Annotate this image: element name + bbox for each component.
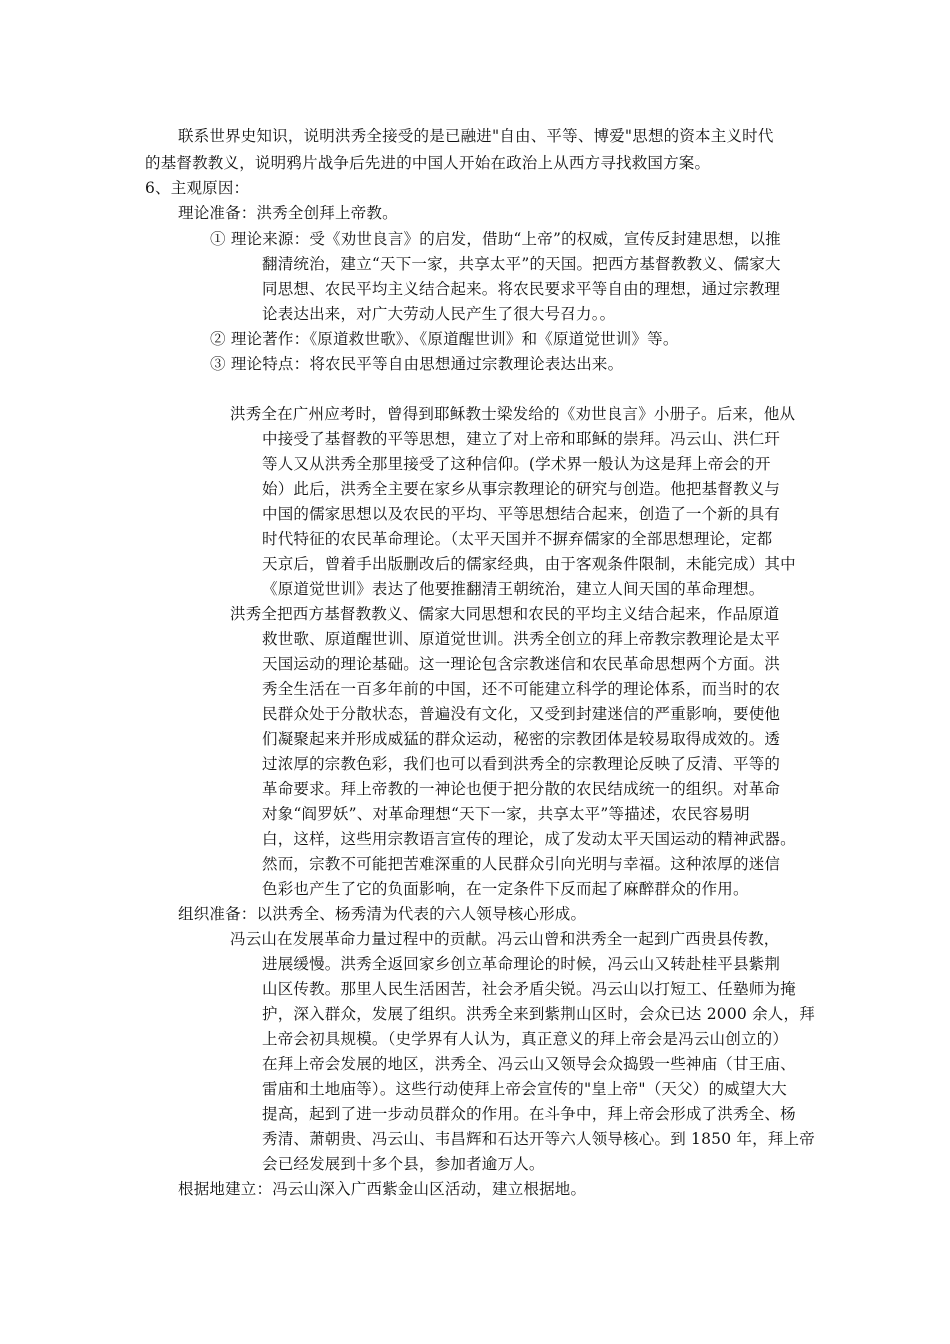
- para-line: 提高，起到了进一步动员群众的作用。在斗争中，拜上帝会形成了洪秀全、杨: [262, 1105, 796, 1123]
- intro-line: 联系世界史知识，说明洪秀全接受的是已融进"自由、平等、博爱"思想的资本主义时代: [178, 127, 774, 145]
- para-line: 始）此后，洪秀全主要在家乡从事宗教理论的研究与创造。他把基督教义与: [262, 480, 781, 498]
- para-line: 天国运动的理论基础。这一理论包含宗教迷信和农民革命思想两个方面。洪: [262, 655, 781, 673]
- para-line: 秀全生活在一百多年前的中国，还不可能建立科学的理论体系，而当时的农: [262, 680, 781, 698]
- para-line: 们凝聚起来并形成威猛的群众运动，秘密的宗教团体是较易取得成效的。透: [262, 730, 781, 748]
- theory-item-line: 同思想、农民平均主义结合起来。将农民要求平等自由的理想，通过宗教理: [262, 280, 781, 298]
- para-line: 洪秀全把西方基督教教义、儒家大同思想和农民的平均主义结合起来，作品原道: [230, 605, 780, 623]
- theory-item-features: ③ 理论特点：将农民平等自由思想通过宗教理论表达出来。: [210, 355, 624, 373]
- org-prep-heading: 组织准备：以洪秀全、杨秀清为代表的六人领导核心形成。: [178, 905, 587, 923]
- theory-item-source: ① 理论来源：受《劝世良言》的启发，借助“上帝”的权威，宣传反封建思想，以推: [210, 230, 781, 248]
- para-line: 然而，宗教不可能把苦难深重的人民群众引向光明与幸福。这种浓厚的迷信: [262, 855, 781, 873]
- para-line: 在拜上帝会发展的地区，洪秀全、冯云山又领导会众捣毁一些神庙（甘王庙、: [262, 1055, 796, 1073]
- base-area-heading: 根据地建立：冯云山深入广西紫金山区活动，建立根据地。: [178, 1180, 587, 1198]
- para-line: 革命要求。拜上帝教的一神论也便于把分散的农民结成统一的组织。对革命: [262, 780, 781, 798]
- theory-prep-heading: 理论准备：洪秀全创拜上帝教。: [178, 204, 398, 222]
- para-line: 白，这样，这些用宗教语言宣传的理论，成了发动太平天国运动的精神武器。: [262, 830, 796, 848]
- para-line: 上帝会初具规模。（史学界有人认为，真正意义的拜上帝会是冯云山创立的）: [262, 1030, 789, 1048]
- para-line: 对象“阎罗妖”、对革命理想“天下一家，共享太平”等描述，农民容易明: [262, 805, 750, 823]
- para-line: 山区传教。那里人民生活困苦，社会矛盾尖锐。冯云山以打短工、任塾师为掩: [262, 980, 796, 998]
- para-line: 色彩也产生了它的负面影响，在一定条件下反而起了麻醉群众的作用。: [262, 880, 749, 898]
- para-line: 洪秀全在广州应考时，曾得到耶稣教士梁发给的《劝世良言》小册子。后来，他从: [230, 405, 796, 423]
- para-line: 护，深入群众，发展了组织。洪秀全来到紫荆山区时，会众已达 2000 余人，拜: [262, 1005, 815, 1023]
- para-line: 时代特征的农民革命理论。（太平天国并不摒弃儒家的全部思想理论，定都: [262, 530, 773, 548]
- theory-item-works: ② 理论著作：《原道救世歌》、《原道醒世训》和《原道觉世训》等。: [210, 330, 679, 348]
- theory-item-line: 论表达出来，对广大劳动人民产生了很大号召力。。: [262, 305, 616, 323]
- para-line: 冯云山在发展革命力量过程中的贡献。冯云山曾和洪秀全一起到广西贵县传教，: [230, 930, 780, 948]
- section-heading: 6、主观原因：: [145, 179, 250, 197]
- para-line: 过浓厚的宗教色彩，我们也可以看到洪秀全的宗教理论反映了反清、平等的: [262, 755, 781, 773]
- para-line: 救世歌、原道醒世训、原道觉世训。洪秀全创立的拜上帝教宗教理论是太平: [262, 630, 781, 648]
- para-line: 等人又从洪秀全那里接受了这种信仰。(学术界一般认为这是拜上帝会的开: [262, 455, 771, 473]
- intro-line: 的基督教教义，说明鸦片战争后先进的中国人开始在政治上从西方寻找救国方案。: [145, 154, 711, 172]
- para-line: 进展缓慢。洪秀全返回家乡创立革命理论的时候，冯云山又转赴桂平县紫荆: [262, 955, 781, 973]
- para-line: 民群众处于分散状态，普遍没有文化，又受到封建迷信的严重影响，要使他: [262, 705, 781, 723]
- para-line: 中接受了基督教的平等思想，建立了对上帝和耶稣的崇拜。冯云山、洪仁玕: [262, 430, 781, 448]
- para-line: 中国的儒家思想以及农民的平均、平等思想结合起来，创造了一个新的具有: [262, 505, 781, 523]
- theory-item-line: 翻清统治，建立“天下一家，共享太平”的天国。把西方基督教教义、儒家大: [262, 255, 781, 273]
- para-line: 天京后，曾着手出版删改后的儒家经典，由于客观条件限制，未能完成）其中: [262, 555, 796, 573]
- para-line: 雷庙和土地庙等）。这些行动使拜上帝会宣传的"皇上帝"（天父）的威望大大: [262, 1080, 788, 1098]
- para-line: 秀清、萧朝贵、冯云山、韦昌辉和石达开等六人领导核心。到 1850 年，拜上帝: [262, 1130, 815, 1148]
- para-line: 会已经发展到十多个县，参加者逾万人。: [262, 1155, 545, 1173]
- para-line: 《原道觉世训》表达了他要推翻清王朝统治，建立人间天国的革命理想。: [262, 580, 765, 598]
